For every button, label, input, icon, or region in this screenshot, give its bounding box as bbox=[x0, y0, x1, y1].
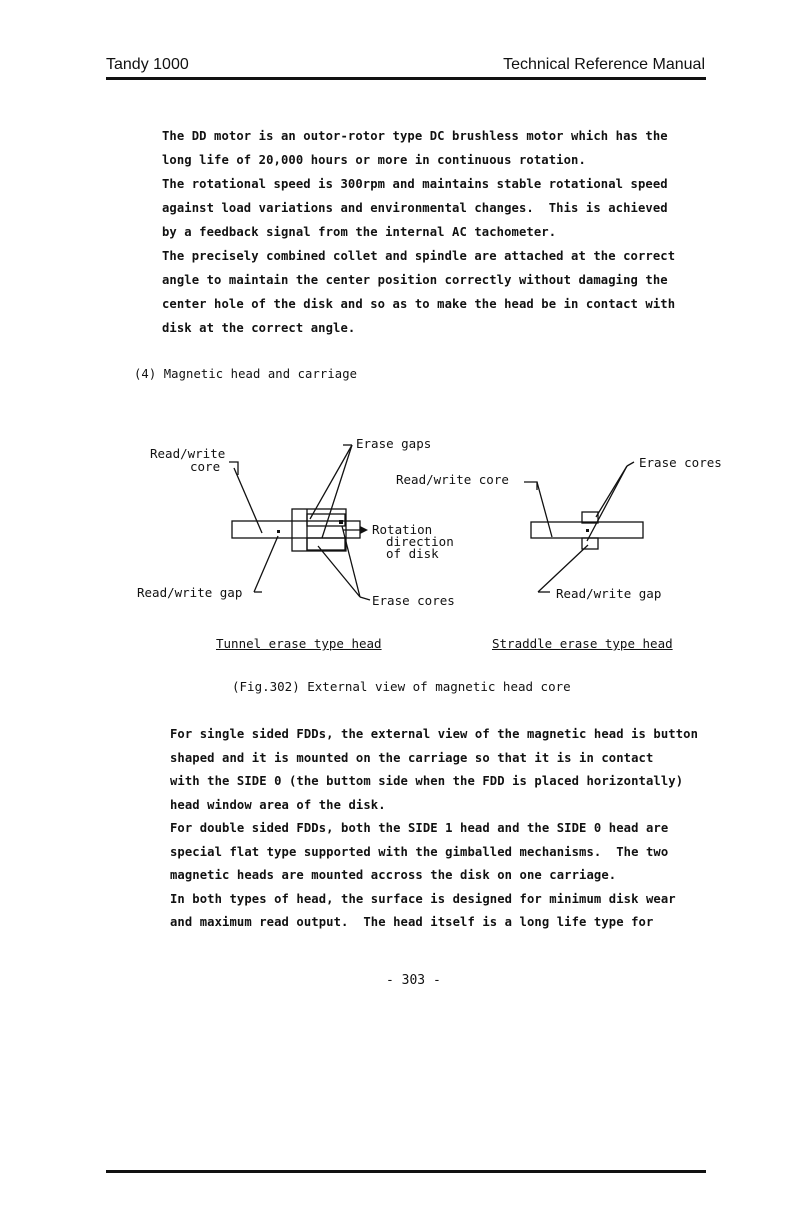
leader-rw-core-right-tick bbox=[524, 482, 537, 490]
caption-straddle: Straddle erase type head bbox=[492, 636, 673, 651]
leader-erase-cores-right-1 bbox=[587, 466, 627, 541]
tunnel-gap-mark bbox=[277, 530, 280, 533]
text-line: against load variations and environmental changes. This is achieved bbox=[162, 201, 668, 215]
text-line: angle to maintain the center position correctly without damaging the bbox=[162, 273, 668, 287]
text-line: long life of 20,000 hours or more in continuous rotation. bbox=[162, 153, 586, 167]
tunnel-gap-mark-2 bbox=[339, 520, 343, 524]
section-heading: (4) Magnetic head and carriage bbox=[134, 367, 358, 381]
leader-rw-gap bbox=[254, 536, 278, 592]
page-number: - 303 - bbox=[386, 973, 441, 988]
leader-erase-cores-right-tick bbox=[627, 462, 634, 466]
text-line: disk at the correct angle. bbox=[162, 321, 356, 335]
straddle-erase-core-bottom bbox=[582, 538, 598, 549]
text-line: head window area of the disk. bbox=[170, 797, 386, 812]
text-line: The rotational speed is 300rpm and maintains stable rotational speed bbox=[162, 177, 668, 191]
label-rotation-1: Rotation bbox=[372, 522, 433, 537]
text-line: In both types of head, the surface is designed for minimum disk wear bbox=[170, 891, 676, 906]
text-line: The DD motor is an outor-rotor type DC brushless motor which has the bbox=[162, 129, 668, 143]
label-erase-cores-right: Erase cores bbox=[639, 455, 722, 470]
text-line: shaped and it is mounted on the carriage so that it is in contact bbox=[170, 750, 654, 765]
label-erase-gaps: Erase gaps bbox=[356, 436, 432, 451]
text-line: center hole of the disk and so as to make the head be in contact with bbox=[162, 297, 676, 311]
label-rw-gap-right: Read/write gap bbox=[556, 586, 662, 601]
leader-rw-gap-right bbox=[538, 545, 588, 592]
leader-erase-cores-right-2 bbox=[596, 466, 627, 517]
label-erase-cores-left: Erase cores bbox=[372, 593, 455, 608]
label-rotation-2: direction bbox=[386, 534, 454, 549]
text-line: For single sided FDDs, the external view of the magnetic head is button bbox=[170, 727, 699, 741]
leader-erase-gap-1 bbox=[310, 445, 352, 519]
tunnel-erase-block bbox=[292, 509, 346, 551]
text-line: with the SIDE 0 (the buttom side when the FDD is placed horizontally) bbox=[170, 774, 684, 788]
body-paragraph bbox=[170, 723, 760, 935]
label-rotation-3: of disk bbox=[386, 546, 439, 561]
text-line: The precisely combined collet and spindle are attached at the correct bbox=[162, 249, 676, 263]
text-line: magnetic heads are mounted accross the disk on one carriage. bbox=[170, 868, 617, 882]
header-manual-name: Technical Reference Manual bbox=[503, 56, 705, 73]
leader-rw-core-right bbox=[537, 482, 552, 537]
text-line: For double sided FDDs, both the SIDE 1 head and the SIDE 0 head are bbox=[170, 821, 669, 835]
caption-tunnel: Tunnel erase type head bbox=[216, 636, 382, 651]
header-title: Tandy 1000 bbox=[106, 56, 189, 73]
text-line: by a feedback signal from the internal AC tachometer. bbox=[162, 225, 557, 239]
text-line: special flat type supported with the gimballed mechanisms. The two bbox=[170, 844, 669, 859]
figure-caption: (Fig.302) External view of magnetic head core bbox=[232, 679, 571, 694]
text-line: and maximum read output. The head itself is a long life type for bbox=[170, 915, 654, 929]
label-rw-core-left-2: core bbox=[190, 459, 221, 474]
rotation-arrow-head bbox=[360, 526, 368, 534]
tunnel-erase-core-bottom bbox=[307, 538, 345, 550]
straddle-gap-mark bbox=[586, 529, 589, 532]
label-rw-core-right: Read/write core bbox=[396, 472, 509, 487]
straddle-erase-core-top bbox=[582, 512, 598, 523]
leader-erase-gap-2 bbox=[322, 445, 352, 538]
footer-rule bbox=[106, 1170, 706, 1173]
leader-erase-cores-tick bbox=[360, 597, 370, 600]
label-rw-core-left-1: Read/write bbox=[150, 446, 226, 461]
label-rw-gap-left: Read/write gap bbox=[137, 585, 243, 600]
leader-rw-core bbox=[234, 468, 262, 533]
